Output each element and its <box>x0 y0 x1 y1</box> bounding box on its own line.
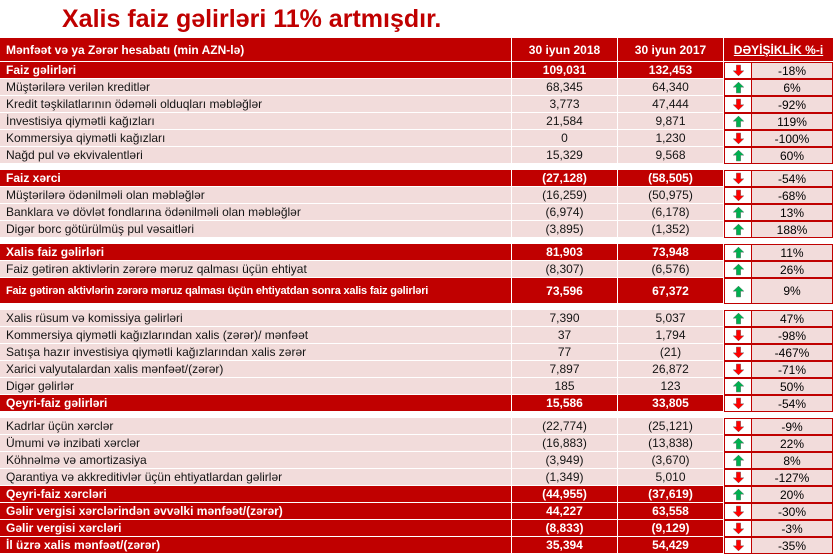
row-label: Satışa hazır investisiya qiymətli kağızlarından xalis zərər <box>0 344 512 361</box>
value-2018: 15,329 <box>512 147 618 164</box>
down-arrow-icon <box>724 344 752 361</box>
table-row <box>0 130 833 147</box>
table-row <box>0 327 833 344</box>
down-arrow-icon <box>724 130 752 147</box>
value-2017: 5,037 <box>618 310 724 327</box>
value-2017: 5,010 <box>618 469 724 486</box>
up-arrow-icon <box>724 221 752 238</box>
row-label: Qeyri-faiz gəlirləri <box>0 395 512 412</box>
row-label: Faiz gətirən aktivlərin zərərə məruz qalması üçün ehtiyat <box>0 261 512 278</box>
value-2017: (50,975) <box>618 187 724 204</box>
row-label: Qarantiya və akkreditivlər üçün ehtiyatlardan gəlirlər <box>0 469 512 486</box>
table-row <box>0 204 833 221</box>
row-label: Xalis rüsum və komissiya gəlirləri <box>0 310 512 327</box>
value-2018: 7,897 <box>512 361 618 378</box>
value-2018: (27,128) <box>512 170 618 187</box>
value-2018: 109,031 <box>512 62 618 79</box>
table-row <box>0 344 833 361</box>
table-row <box>0 113 833 130</box>
change-percent: -9% <box>752 418 833 435</box>
table-section-row <box>0 244 833 261</box>
value-2018: 35,394 <box>512 537 618 554</box>
value-2018: (8,833) <box>512 520 618 537</box>
table-row <box>0 418 833 435</box>
table-section-row <box>0 278 833 304</box>
value-2018: (3,949) <box>512 452 618 469</box>
change-percent: 119% <box>752 113 833 130</box>
up-arrow-icon <box>724 113 752 130</box>
down-arrow-icon <box>724 537 752 554</box>
value-2018: (44,955) <box>512 486 618 503</box>
down-arrow-icon <box>724 395 752 412</box>
table-section-row <box>0 170 833 187</box>
value-2018: (1,349) <box>512 469 618 486</box>
table-row <box>0 147 833 164</box>
value-2018: 77 <box>512 344 618 361</box>
change-percent: 8% <box>752 452 833 469</box>
change-percent: -68% <box>752 187 833 204</box>
up-arrow-icon <box>724 452 752 469</box>
change-percent: 188% <box>752 221 833 238</box>
table-row <box>0 452 833 469</box>
row-label: Kommersiya qiymətli kağızları <box>0 130 512 147</box>
value-2018: 81,903 <box>512 244 618 261</box>
change-percent: -3% <box>752 520 833 537</box>
value-2018: 21,584 <box>512 113 618 130</box>
up-arrow-icon <box>724 79 752 96</box>
value-2017: (21) <box>618 344 724 361</box>
row-label: Kadrlar üçün xərclər <box>0 418 512 435</box>
row-label: Kredit təşkilatlarının ödəməli olduqları məbləğlər <box>0 96 512 113</box>
change-percent: -92% <box>752 96 833 113</box>
change-percent: -98% <box>752 327 833 344</box>
row-label: Kommersiya qiymətli kağızlarından xalis (zərər)/ mənfəət <box>0 327 512 344</box>
income-statement-table <box>0 38 833 554</box>
value-2018: 15,586 <box>512 395 618 412</box>
value-2017: 1,230 <box>618 130 724 147</box>
value-2017: 132,453 <box>618 62 724 79</box>
table-header-row <box>0 38 833 62</box>
value-2017: 33,805 <box>618 395 724 412</box>
down-arrow-icon <box>724 187 752 204</box>
down-arrow-icon <box>724 520 752 537</box>
row-label: Banklara və dövlət fondlarına ödənilməli olan məbləğlər <box>0 204 512 221</box>
value-2017: (6,576) <box>618 261 724 278</box>
value-2018: (22,774) <box>512 418 618 435</box>
change-percent: -30% <box>752 503 833 520</box>
table-section-row <box>0 537 833 554</box>
down-arrow-icon <box>724 418 752 435</box>
up-arrow-icon <box>724 486 752 503</box>
table-row <box>0 79 833 96</box>
value-2017: 73,948 <box>618 244 724 261</box>
value-2018: 3,773 <box>512 96 618 113</box>
value-2017: (25,121) <box>618 418 724 435</box>
value-2018: 7,390 <box>512 310 618 327</box>
up-arrow-icon <box>724 261 752 278</box>
table-section-row <box>0 62 833 79</box>
table-row <box>0 469 833 486</box>
table-row <box>0 435 833 452</box>
value-2017: 9,871 <box>618 113 724 130</box>
table-row <box>0 361 833 378</box>
up-arrow-icon <box>724 310 752 327</box>
row-label: Xarici valyutalardan xalis mənfəət/(zərər) <box>0 361 512 378</box>
change-percent: -35% <box>752 537 833 554</box>
row-label: İnvestisiya qiymətli kağızları <box>0 113 512 130</box>
up-arrow-icon <box>724 147 752 164</box>
value-2017: 64,340 <box>618 79 724 96</box>
change-percent: -100% <box>752 130 833 147</box>
value-2018: 0 <box>512 130 618 147</box>
row-label: Digər borc götürülmüş pul vəsaitləri <box>0 221 512 238</box>
change-percent: 50% <box>752 378 833 395</box>
change-percent: 60% <box>752 147 833 164</box>
value-2018: (6,974) <box>512 204 618 221</box>
change-percent: 20% <box>752 486 833 503</box>
change-percent: 26% <box>752 261 833 278</box>
down-arrow-icon <box>724 503 752 520</box>
row-label: Ümumi və inzibati xərclər <box>0 435 512 452</box>
header-change-percent: DƏYİŞİKLİK %-i <box>724 38 833 62</box>
row-label: Gəlir vergisi xərclərindən əvvəlki mənfəət/(zərər) <box>0 503 512 520</box>
table-section-row <box>0 520 833 537</box>
down-arrow-icon <box>724 469 752 486</box>
value-2017: 123 <box>618 378 724 395</box>
down-arrow-icon <box>724 62 752 79</box>
down-arrow-icon <box>724 361 752 378</box>
change-percent: -18% <box>752 62 833 79</box>
value-2017: (13,838) <box>618 435 724 452</box>
row-label: Digər gəlirlər <box>0 378 512 395</box>
table-section-row <box>0 395 833 412</box>
value-2017: (3,670) <box>618 452 724 469</box>
change-percent: -54% <box>752 395 833 412</box>
value-2017: (9,129) <box>618 520 724 537</box>
table-body <box>0 62 833 554</box>
table-section-row <box>0 503 833 520</box>
row-label: Köhnəlmə və amortizasiya <box>0 452 512 469</box>
row-label: Qeyri-faiz xərcləri <box>0 486 512 503</box>
row-label: Faiz xərci <box>0 170 512 187</box>
table-row <box>0 310 833 327</box>
value-2017: (37,619) <box>618 486 724 503</box>
value-2018: 37 <box>512 327 618 344</box>
row-label: Müştərilərə ödənilməli olan məbləğlər <box>0 187 512 204</box>
up-arrow-icon <box>724 378 752 395</box>
value-2017: (58,505) <box>618 170 724 187</box>
table-row <box>0 96 833 113</box>
row-label: Nağd pul və ekvivalentləri <box>0 147 512 164</box>
header-30-iyun-2018: 30 iyun 2018 <box>512 38 618 62</box>
value-2018: 185 <box>512 378 618 395</box>
up-arrow-icon <box>724 278 752 304</box>
page-title: Xalis faiz gəlirləri 11% artmışdır. <box>62 5 442 33</box>
value-2018: (8,307) <box>512 261 618 278</box>
value-2018: (3,895) <box>512 221 618 238</box>
value-2018: 44,227 <box>512 503 618 520</box>
value-2017: 26,872 <box>618 361 724 378</box>
value-2017: 47,444 <box>618 96 724 113</box>
value-2017: (1,352) <box>618 221 724 238</box>
value-2017: 54,429 <box>618 537 724 554</box>
change-percent: 9% <box>752 278 833 304</box>
change-percent: 13% <box>752 204 833 221</box>
row-label: Xalis faiz gəlirləri <box>0 244 512 261</box>
value-2017: 9,568 <box>618 147 724 164</box>
header-account-column: Mənfəət və ya Zərər hesabatı (min AZN-lə) <box>0 38 512 62</box>
up-arrow-icon <box>724 244 752 261</box>
up-arrow-icon <box>724 435 752 452</box>
table-row <box>0 221 833 238</box>
header-30-iyun-2017: 30 iyun 2017 <box>618 38 724 62</box>
change-percent: -71% <box>752 361 833 378</box>
table-row <box>0 378 833 395</box>
change-percent: 11% <box>752 244 833 261</box>
table-row <box>0 261 833 278</box>
row-label: Faiz gətirən aktivlərin zərərə məruz qalması üçün ehtiyatdan sonra xalis faiz gəlirləri <box>0 278 512 304</box>
down-arrow-icon <box>724 327 752 344</box>
value-2017: 1,794 <box>618 327 724 344</box>
change-percent: 6% <box>752 79 833 96</box>
change-percent: -54% <box>752 170 833 187</box>
change-percent: 22% <box>752 435 833 452</box>
change-percent: -127% <box>752 469 833 486</box>
value-2018: (16,883) <box>512 435 618 452</box>
value-2018: 73,596 <box>512 278 618 304</box>
value-2018: 68,345 <box>512 79 618 96</box>
table-section-row <box>0 486 833 503</box>
change-percent: -467% <box>752 344 833 361</box>
table-row <box>0 187 833 204</box>
down-arrow-icon <box>724 96 752 113</box>
row-label: Müştərilərə verilən kreditlər <box>0 79 512 96</box>
down-arrow-icon <box>724 170 752 187</box>
row-label: Faiz gəlirləri <box>0 62 512 79</box>
value-2017: 67,372 <box>618 278 724 304</box>
value-2017: 63,558 <box>618 503 724 520</box>
value-2017: (6,178) <box>618 204 724 221</box>
value-2018: (16,259) <box>512 187 618 204</box>
row-label: Gəlir vergisi xərcləri <box>0 520 512 537</box>
up-arrow-icon <box>724 204 752 221</box>
change-percent: 47% <box>752 310 833 327</box>
row-label: İl üzrə xalis mənfəət/(zərər) <box>0 537 512 554</box>
